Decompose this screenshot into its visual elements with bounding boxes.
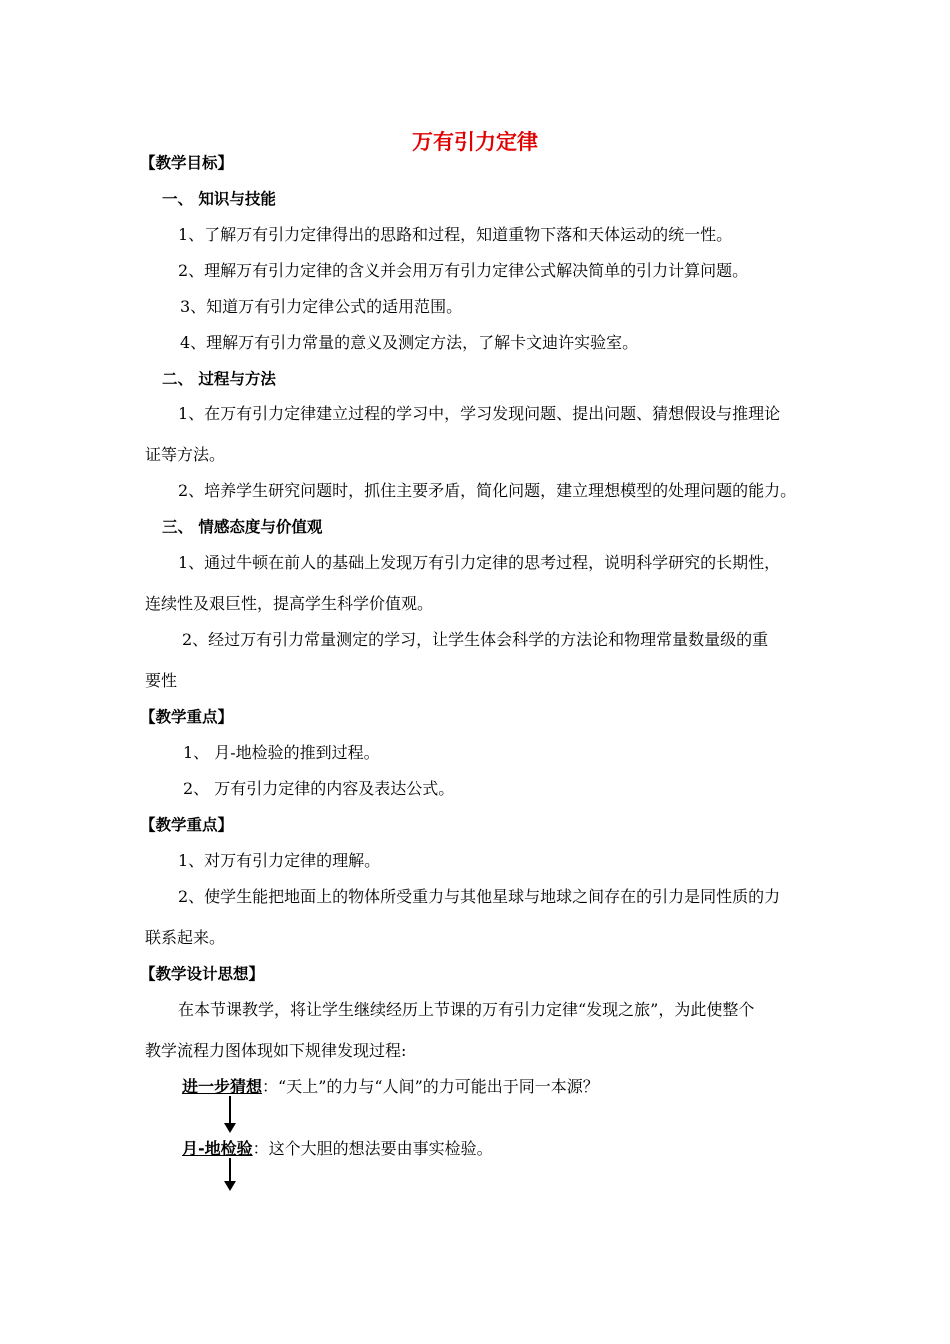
process-item-1-line-2: 证等方法。 <box>145 445 226 464</box>
flow-step-1-text: “天上”的力与“人间”的力可能出于同一本源？ <box>278 1077 599 1096</box>
difficult-points-heading: 【教学重点】 <box>140 816 234 834</box>
design-para-line-1: 在本节课教学，将让学生继续经历上节课的万有引力定律“发现之旅”，为此使整个 <box>178 1000 755 1019</box>
flow-step-1 <box>182 1077 599 1097</box>
attitude-item-1-line-2: 连续性及艰巨性，提高学生科学价值观。 <box>145 594 434 613</box>
knowledge-item-4: 4、理解万有引力常量的意义及测定方法，了解卡文迪许实验室。 <box>180 333 639 352</box>
process-item-1-line-1: 1、在万有引力定律建立过程的学习中，学习发现问题、提出问题、猜想假设与推理论 <box>178 404 781 423</box>
knowledge-item-2: 2、理解万有引力定律的含义并会用万有引力定律公式解决简单的引力计算问题。 <box>178 261 749 280</box>
flow-step-2-colon: ： <box>252 1139 269 1158</box>
design-para-line-2: 教学流程力图体现如下规律发现过程: <box>145 1041 407 1060</box>
process-heading: 二、 过程与方法 <box>162 370 276 388</box>
difficult-point-2-line-1: 2、使学生能把地面上的物体所受重力与其他星球与地球之间存在的引力是同性质的力 <box>178 887 781 906</box>
flow-step-2 <box>182 1139 493 1159</box>
attitude-item-2-line-2: 要性 <box>145 671 178 690</box>
flow-arrow-1 <box>229 1096 231 1124</box>
knowledge-heading: 一、 知识与技能 <box>162 190 276 208</box>
flow-arrow-2 <box>229 1158 231 1182</box>
attitude-item-1-line-1: 1、通过牛顿在前人的基础上发现万有引力定律的思考过程，说明科学研究的长期性， <box>178 553 781 572</box>
difficult-point-2-line-2: 联系起来。 <box>145 928 226 947</box>
design-heading: 【教学设计思想】 <box>140 965 265 983</box>
difficult-point-1: 1、对万有引力定律的理解。 <box>178 851 381 870</box>
key-point-2: 2、 万有引力定律的内容及表达公式。 <box>183 779 455 798</box>
flow-step-2-text: 这个大胆的想法要由事实检验。 <box>268 1139 493 1158</box>
goals-heading: 【教学目标】 <box>140 154 234 172</box>
knowledge-item-1: 1、了解万有引力定律得出的思路和过程，知道重物下落和天体运动的统一性。 <box>178 225 733 244</box>
key-point-1: 1、 月-地检验的推到过程。 <box>183 743 380 762</box>
page-title: 万有引力定律 <box>412 130 538 154</box>
knowledge-item-3: 3、知道万有引力定律公式的适用范围。 <box>180 297 463 316</box>
attitude-heading: 三、 情感态度与价值观 <box>162 518 323 536</box>
flow-step-1-colon: ： <box>262 1077 279 1096</box>
attitude-item-2-line-1: 2、经过万有引力常量测定的学习，让学生体会科学的方法论和物理常量数量级的重 <box>182 630 769 649</box>
process-item-2: 2、培养学生研究问题时，抓住主要矛盾，简化问题，建立理想模型的处理问题的能力。 <box>178 481 797 500</box>
flow-step-1-label: 进一步猜想 <box>182 1077 263 1096</box>
flow-step-2-label: 月-地检验 <box>182 1139 253 1158</box>
key-points-heading: 【教学重点】 <box>140 708 234 726</box>
